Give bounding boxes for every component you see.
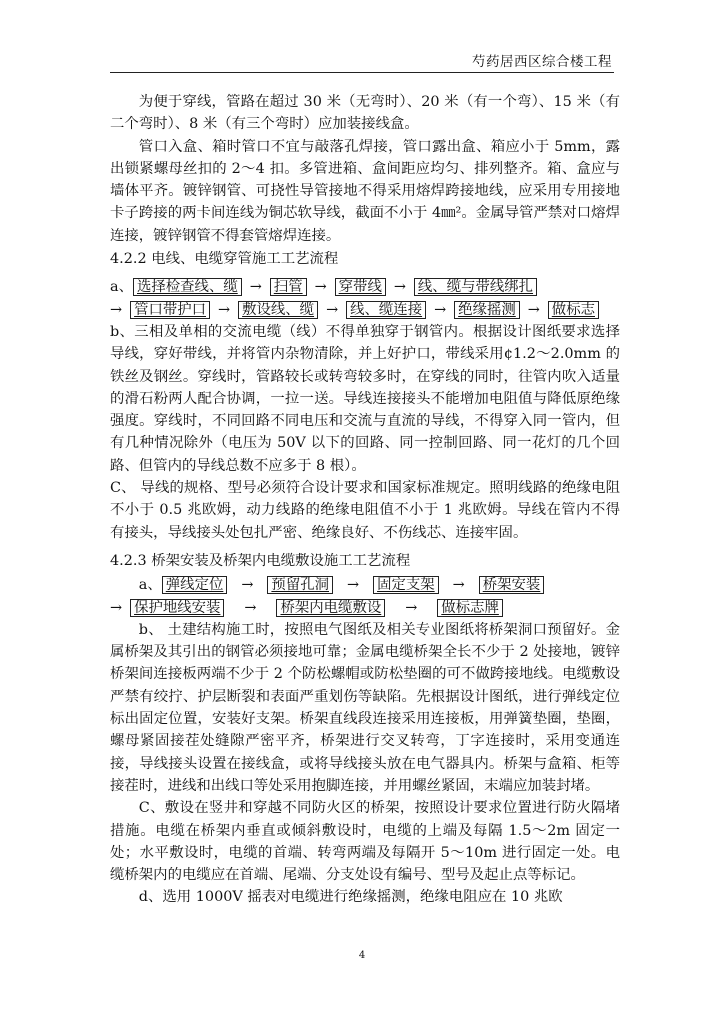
flow-step-lay-tray-cable: 桥架内电缆敷设 [276, 599, 385, 617]
flow-step-bind-wire: 线、缆与带线绑扎 [414, 278, 537, 296]
flow-step-mark: 做标志 [548, 301, 599, 319]
flow-arrow: → [434, 301, 447, 318]
flow-step-insulation-test: 绝缘摇测 [454, 301, 520, 319]
flow-arrow: → [326, 301, 339, 318]
flow-step-lay-cable: 敷设线、缆 [238, 301, 318, 319]
paragraph-wire-spec: C、 导线的规格、型号必须符合设计要求和国家标准规定。照明线路的绝缘电阻不小于 0.5 兆欧姆，动力线路的绝缘电阻值不小于 1 兆欧姆。导线在管内不得有接头，导线接头处包扎严密、绝缘良好、不伤线芯、连接牢固。 [110, 480, 620, 541]
flow-arrow: → [244, 599, 257, 616]
flow-arrow: → [527, 301, 540, 318]
paragraph-junction-box-spacing: 为便于穿线，管路在超过 30 米（无弯时）、20 米（有一个弯）、15 米（有二个弯时）、8 米（有三个弯时）应加装接线盒。 [110, 94, 620, 133]
flow-step-select-wire: 选择检查线、缆 [133, 278, 242, 296]
flow-step-pull-wire: 穿带线 [335, 278, 386, 296]
process-flow-row [110, 276, 620, 298]
process-flow-row [110, 299, 620, 321]
flow-arrow: → [218, 301, 231, 318]
header-title: 芍药居西区综合楼工程 [472, 54, 612, 70]
flow-arrow: → [241, 577, 254, 594]
section-heading-4-2-3: 4.2.3 桥架安装及桥架内电缆敷设施工工艺流程 [110, 552, 411, 569]
flow-arrow: → [314, 279, 327, 296]
flow-step-bushing: 管口带护口 [130, 301, 210, 319]
flow-step-reserve-holes: 预留孔洞 [267, 576, 333, 594]
flow-step-install-tray: 桥架安装 [479, 576, 545, 594]
flow-step-ground-wire: 保护地线安装 [130, 599, 224, 617]
flow-prefix: a、 [110, 279, 133, 296]
paragraph-insulation-test: d、选用 1000V 摇表对电缆进行绝缘摇测，绝缘电阻应在 10 兆欧 [138, 889, 563, 906]
paragraph-conduit-entry: 管口入盒、箱时管口不宜与敲落孔焊接，管口露出盒、箱应小于 5mm，露出锁紧螺母丝扣的 2～4 扣。多管进箱、盒间距应均匀、排列整齐。箱、盒应与墙体平齐。镀锌钢管、可挠性导管接地不得采用熔焊跨接地线，应采用专用接地卡子跨接的两卡间连线为铜芯软导线，截面不小于 4㎜²。金属导管严禁对口熔焊连接，镀锌钢管不得套管熔焊连接。 [110, 138, 620, 244]
flow-arrow: → [393, 279, 406, 296]
flow-prefix: a、 [138, 577, 162, 594]
flow-arrow: → [249, 279, 262, 296]
paragraph-fire-barrier: C、敷设在竖井和穿越不同防火区的桥架，按照设计要求位置进行防火隔堵措施。电缆在桥架内垂直或倾斜敷设时，电缆的上端及每隔 1.5～2m 固定一处；水平敷设时，电缆的首端、转弯两端及每隔开 5～10m 进行固定一处。电缆桥架内的电缆应在首端、尾端、分支处设有编号、型号及起止点等标记。 [110, 800, 620, 884]
flow-step-sweep-pipe: 扫管 [270, 278, 307, 296]
flow-step-line-position: 弹线定位 [162, 576, 228, 594]
flow-step-connect: 线、缆连接 [346, 301, 426, 319]
process-flow-row [110, 597, 620, 619]
flow-step-fix-bracket: 固定支架 [373, 576, 439, 594]
process-flow-row [110, 574, 620, 596]
paragraph-threading: b、三相及单相的交流电缆（线）不得单独穿于钢管内。根据设计图纸要求选择导线，穿好带线，并将管内杂物清除，并上好护口，带线采用¢1.2～2.0mm 的铁丝及钢丝。穿线时，管路较长或转弯较多时，在穿线的同时，往管内吹入适量的滑石粉两人配合协调，一拉一送。导线连接接头不能增加电阻值与降低原绝缘强度。穿线时，不同回路不同电压和交流与直流的导线，不得穿入同一管内，但有几种情况除外（电压为 50V 以下的回路、同一控制回路、同一花灯的几个回路、但管内的导线总数不应多于 8 根）。 [110, 323, 620, 474]
flow-arrow: → [405, 599, 418, 616]
flow-arrow: → [452, 577, 465, 594]
flow-arrow: → [347, 577, 360, 594]
page-number: 4 [358, 950, 366, 961]
flow-arrow: → [110, 599, 123, 616]
paragraph-tray-install: b、 土建结构施工时，按照电气图纸及相关专业图纸将桥架洞口预留好。金属桥架及其引出的钢管必须接地可靠；金属电缆桥架全长不少于 2 处接地，镀锌桥架间连接板两端不少于 2 个防松螺帽或防松垫圈的可不做跨接地线。电缆敷设严禁有绞拧、护层断裂和表面严重划伤等缺陷。先根据设计图纸，进行弹线定位标出固定位置，安装好支架。桥架直线段连接采用连接板，用弹簧垫圈，垫圈，螺母紧固接茬处缝隙严密平齐，桥架进行交叉转弯，丁字连接时，采用变通连接，导线接头设置在接线盒，或将导线接头放在电气器具内。桥架与盒箱、柜等接茬时，进线和出线口等处采用抱脚连接，并用螺丝紧固，末端应加装封堵。 [110, 621, 620, 794]
flow-arrow: → [110, 301, 123, 318]
document-body [110, 91, 620, 909]
header-rule [110, 72, 614, 73]
section-heading-4-2-2: 4.2.2 电线、电缆穿管施工工艺流程 [110, 251, 339, 268]
flow-step-sign: 做标志牌 [437, 599, 503, 617]
